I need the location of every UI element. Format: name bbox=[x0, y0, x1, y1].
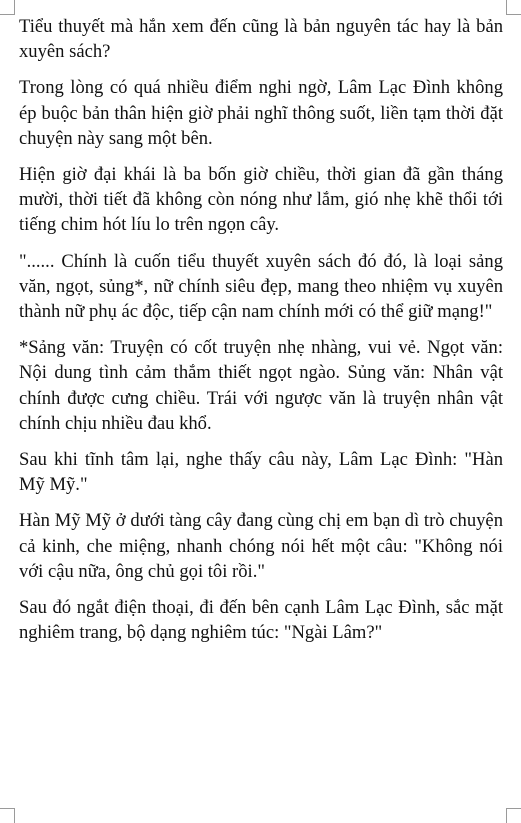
crop-mark-top-left bbox=[0, 0, 15, 15]
paragraph-5-footnote: *Sảng văn: Truyện có cốt truyện nhẹ nhàng, vui vẻ. Ngọt văn: Nội dung tình cảm thắm thiết ngọt ngào. Sủng văn: Nhân vật chính được cưng chiều. Trái với ngược văn là truyện nhân vật chính chịu nhiều đau khổ. bbox=[19, 337, 503, 434]
paragraph-3: Hiện giờ đại khái là ba bốn giờ chiều, thời gian đã gần tháng mười, thời tiết đã không còn nóng như lắm, gió nhẹ khẽ thổi tới tiếng chim hót líu lo trên ngọn cây. bbox=[19, 164, 503, 236]
crop-mark-top-right bbox=[506, 0, 521, 15]
crop-mark-bottom-left bbox=[0, 808, 15, 823]
paragraph-6: Sau khi tĩnh tâm lại, nghe thấy câu này, Lâm Lạc Đình: "Hàn Mỹ Mỹ." bbox=[19, 449, 503, 496]
paragraph-1: Tiểu thuyết mà hắn xem đến cũng là bản nguyên tác hay là bản xuyên sách? bbox=[19, 16, 503, 63]
crop-mark-bottom-right bbox=[506, 808, 521, 823]
paragraph-2: Trong lòng có quá nhiều điểm nghi ngờ, Lâm Lạc Đình không ép buộc bản thân hiện giờ phải nghĩ thông suốt, liền tạm thời đặt chuyện này sang một bên. bbox=[19, 77, 503, 149]
paragraph-4: "...... Chính là cuốn tiểu thuyết xuyên sách đó đó, là loại sảng văn, ngọt, sủng*, nữ chính siêu đẹp, mang theo nhiệm vụ xuyên thành nữ phụ ác độc, tiếp cận nam chính mới có thể giữ mạng!" bbox=[19, 250, 503, 323]
document-body bbox=[19, 14, 503, 656]
paragraph-7: Hàn Mỹ Mỹ ở dưới tàng cây đang cùng chị em bạn dì trò chuyện cả kinh, che miệng, nhanh chóng nói hết một câu: "Không nói với cậu nữa, ông chủ gọi tôi rồi." bbox=[19, 510, 503, 582]
paragraph-8: Sau đó ngắt điện thoại, đi đến bên cạnh Lâm Lạc Đình, sắc mặt nghiêm trang, bộ dạng nghiêm túc: "Ngài Lâm?" bbox=[19, 597, 503, 644]
